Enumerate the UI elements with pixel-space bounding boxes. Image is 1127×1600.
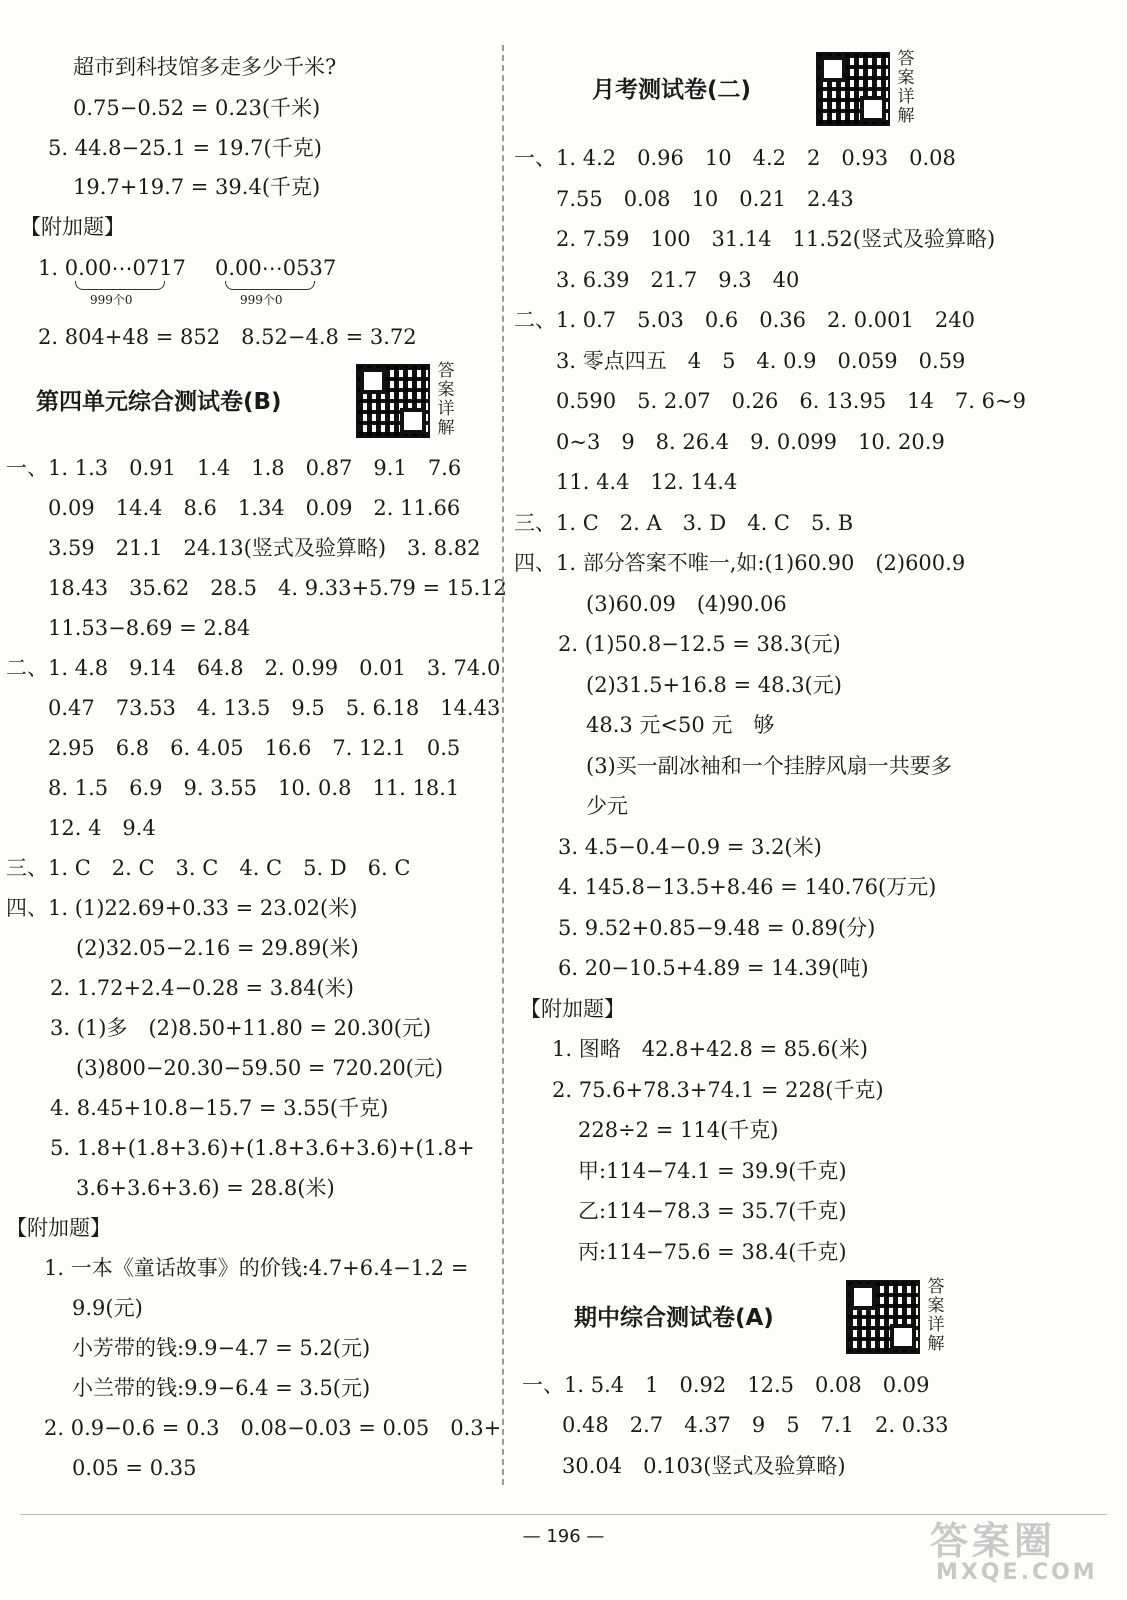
text-line: 19.7+19.7 = 39.4(千克) [73, 175, 321, 199]
brace-label: 999个0 [90, 293, 133, 307]
qr-code-icon [816, 52, 890, 126]
text-line: 四、1. 部分答案不唯一,如:(1)60.90 (2)600.9 [514, 551, 966, 575]
text-line: (2)31.5+16.8 = 48.3(元) [586, 673, 842, 697]
text-line: 5. 1.8+(1.8+3.6)+(1.8+3.6+3.6)+(1.8+ [50, 1136, 475, 1160]
text-line: 0.09 14.4 8.6 1.34 0.09 2. 11.66 [48, 496, 461, 520]
text-line: 3. 4.5−0.4−0.9 = 3.2(米) [558, 835, 822, 859]
qr-label: 答案详解 [437, 361, 455, 438]
text-line: 少元 [586, 794, 628, 818]
bonus-heading: 【附加题】 [20, 215, 125, 239]
text-line: 228÷2 = 114(千克) [578, 1118, 779, 1142]
text-line: 3.59 21.1 24.13(竖式及验算略) 3. 8.82 [48, 536, 481, 560]
text-line: 0.47 73.53 4. 13.5 9.5 5. 6.18 14.43 [48, 696, 501, 720]
text-line: 30.04 0.103(竖式及验算略) [562, 1454, 846, 1478]
text-line: 丙:114−75.6 = 38.4(千克) [578, 1240, 847, 1264]
text-line: 7.55 0.08 10 0.21 2.43 [556, 187, 854, 211]
text-line: 1. 一本《童话故事》的价钱:4.7+6.4−1.2 = [44, 1256, 469, 1280]
text-line: 一、1. 5.4 1 0.92 12.5 0.08 0.09 [522, 1373, 930, 1397]
text-line: 48.3 元<50 元 够 [586, 713, 775, 737]
bonus-heading: 【附加题】 [6, 1216, 111, 1240]
watermark-logo [930, 1510, 1115, 1590]
text-line: 3.6+3.6+3.6) = 28.8(米) [76, 1176, 335, 1200]
text-line: 1. 0.00⋯0717 [38, 256, 186, 280]
text-line: 18.43 35.62 28.5 4. 9.33+5.79 = 15.12 [48, 576, 507, 600]
text-line: 4. 8.45+10.8−15.7 = 3.55(千克) [50, 1096, 389, 1120]
text-line: (3)买一副冰袖和一个挂脖风扇一共要多 [586, 754, 952, 778]
text-line: 1. 图略 42.8+42.8 = 85.6(米) [552, 1037, 868, 1061]
text-line: 二、1. 0.7 5.03 0.6 0.36 2. 0.001 240 [514, 308, 975, 332]
text-line: 小芳带的钱:9.9−4.7 = 5.2(元) [72, 1336, 371, 1360]
underbrace [75, 281, 165, 290]
text-line: 5. 9.52+0.85−9.48 = 0.89(分) [558, 916, 876, 940]
text-line: 2. 7.59 100 31.14 11.52(竖式及验算略) [556, 227, 996, 251]
text-line: 2. 804+48 = 852 8.52−4.8 = 3.72 [38, 325, 417, 349]
text-line: 2.95 6.8 6. 4.05 16.6 7. 12.1 0.5 [48, 736, 461, 760]
text-line: 3. 零点四五 4 5 4. 0.9 0.059 0.59 [556, 349, 966, 373]
text-line: 四、1. (1)22.69+0.33 = 23.02(米) [6, 896, 358, 920]
column-divider [502, 45, 504, 1485]
text-line: 超市到科技馆多走多少千米? [73, 55, 337, 79]
text-line: 6. 20−10.5+4.89 = 14.39(吨) [558, 956, 869, 980]
watermark-url: MXQE.COM [936, 1560, 1098, 1585]
section-title-monthly: 月考测试卷(二) [592, 77, 752, 103]
underbrace [225, 281, 315, 290]
watermark-text: 答案圈 [930, 1519, 1057, 1563]
text-line: 12. 4 9.4 [48, 816, 156, 840]
brace-label: 999个0 [240, 293, 283, 307]
text-line: 0.75−0.52 = 0.23(千米) [73, 96, 321, 120]
qr-label: 答案详解 [897, 49, 915, 126]
qr-label: 答案详解 [927, 1277, 945, 1354]
text-line: 一、1. 4.2 0.96 10 4.2 2 0.93 0.08 [514, 146, 956, 170]
text-line: 3. 6.39 21.7 9.3 40 [556, 268, 800, 292]
text-line: 0.48 2.7 4.37 9 5 7.1 2. 0.33 [562, 1413, 949, 1437]
text-line: 一、1. 1.3 0.91 1.4 1.8 0.87 9.1 7.6 [6, 456, 462, 480]
text-line: 2. 0.9−0.6 = 0.3 0.08−0.03 = 0.05 0.3+ [44, 1416, 502, 1440]
text-line: 2. 1.72+2.4−0.28 = 3.84(米) [50, 976, 354, 1000]
text-line: 11.53−8.69 = 2.84 [48, 616, 251, 640]
text-line: 0.05 = 0.35 [72, 1456, 197, 1480]
text-line: 0.00⋯0537 [215, 256, 337, 280]
page-number: — 196 — [522, 1526, 605, 1547]
text-line: 8. 1.5 6.9 9. 3.55 10. 0.8 11. 18.1 [48, 776, 460, 800]
text-line: 二、1. 4.8 9.14 64.8 2. 0.99 0.01 3. 74.0 [6, 656, 501, 680]
section-title-unit4-b: 第四单元综合测试卷(B) [36, 389, 282, 415]
text-line: 11. 4.4 12. 14.4 [556, 470, 738, 494]
text-line: 三、1. C 2. A 3. D 4. C 5. B [514, 511, 854, 535]
text-line: 2. (1)50.8−12.5 = 38.3(元) [558, 632, 841, 656]
section-title-midterm: 期中综合测试卷(A) [574, 1305, 774, 1331]
text-line: 乙:114−78.3 = 35.7(千克) [578, 1199, 847, 1223]
text-line: (2)32.05−2.16 = 29.89(米) [76, 936, 359, 960]
qr-code-icon [356, 364, 430, 438]
text-line: 9.9(元) [72, 1296, 143, 1320]
qr-code-icon [846, 1280, 920, 1354]
text-line: 甲:114−74.1 = 39.9(千克) [578, 1159, 847, 1183]
bonus-heading: 【附加题】 [520, 997, 625, 1021]
text-line: 小兰带的钱:9.9−6.4 = 3.5(元) [72, 1376, 371, 1400]
text-line: 2. 75.6+78.3+74.1 = 228(千克) [552, 1078, 884, 1102]
text-line: 3. (1)多 (2)8.50+11.80 = 20.30(元) [50, 1016, 432, 1040]
text-line: (3)800−20.30−59.50 = 720.20(元) [76, 1056, 444, 1080]
text-line: 5. 44.8−25.1 = 19.7(千克) [48, 136, 322, 160]
text-line: 0.590 5. 2.07 0.26 6. 13.95 14 7. 6~9 [556, 389, 1026, 413]
text-line: (3)60.09 (4)90.06 [586, 592, 787, 616]
text-line: 三、1. C 2. C 3. C 4. C 5. D 6. C [6, 856, 411, 880]
text-line: 4. 145.8−13.5+8.46 = 140.76(万元) [558, 875, 937, 899]
text-line: 0~3 9 8. 26.4 9. 0.099 10. 20.9 [556, 430, 945, 454]
